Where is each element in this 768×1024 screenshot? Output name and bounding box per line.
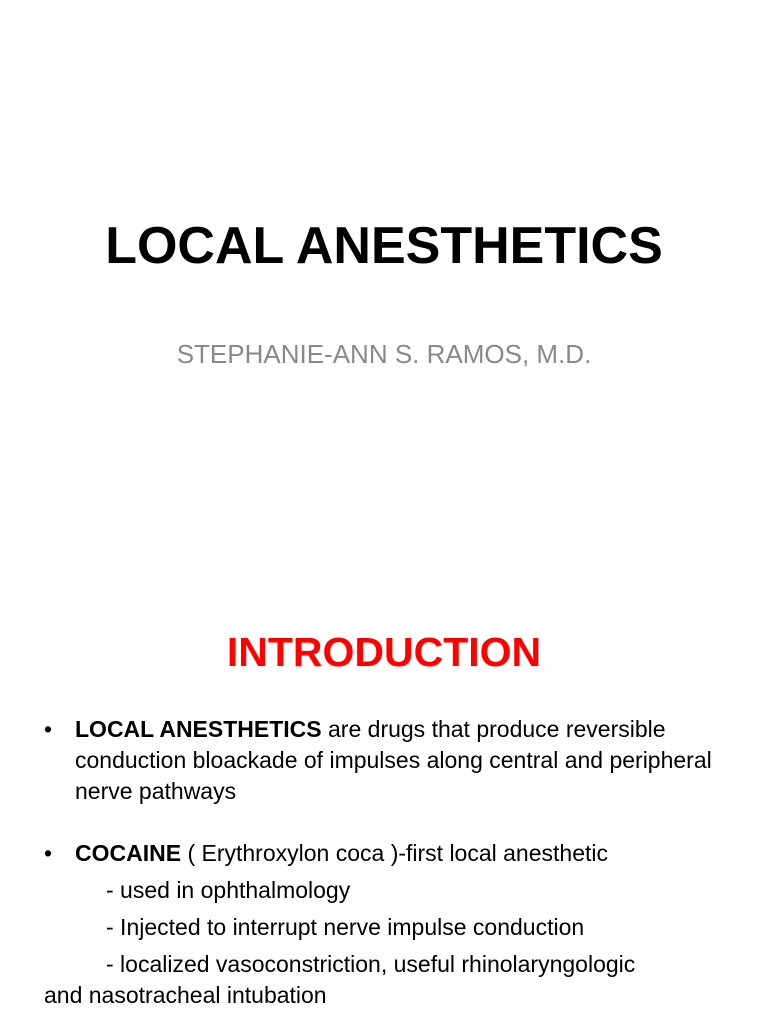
slide-introduction [0,576,768,1024]
bullet-text: are drugs that produce reversible conduction bloackade of impulses along central and peripheral nerve pathways [75,716,712,804]
bullet-cocaine [44,838,744,1011]
bullet-bold-term: LOCAL ANESTHETICS [75,716,322,742]
slide-author-subtitle: STEPHANIE-ANN S. RAMOS, M.D. [176,339,592,369]
sub-point-ophthalmology: - used in ophthalmology [106,877,351,903]
bullet-text: ( Erythroxylon coca )-first local anesthetic [181,840,608,866]
slide-body [44,714,744,1017]
bullet-dot: • [44,716,53,742]
cocaine-sub-points [44,875,744,1011]
sub-point-vasoconstriction-wrap: and nasotracheal intubation [44,982,327,1008]
bullet-dot: • [44,840,53,866]
sub-point-nerve-impulse: - Injected to interrupt nerve impulse conduction [106,914,585,940]
bullet-bold-term: COCAINE [75,840,182,866]
sub-point-vasoconstriction: - localized vasoconstriction, useful rhinolaryngologic [106,951,636,977]
introduction-heading: INTRODUCTION [226,629,542,675]
bullet-local-anesthetics [44,714,744,807]
slide-title-heading: LOCAL ANESTHETICS [105,217,663,275]
